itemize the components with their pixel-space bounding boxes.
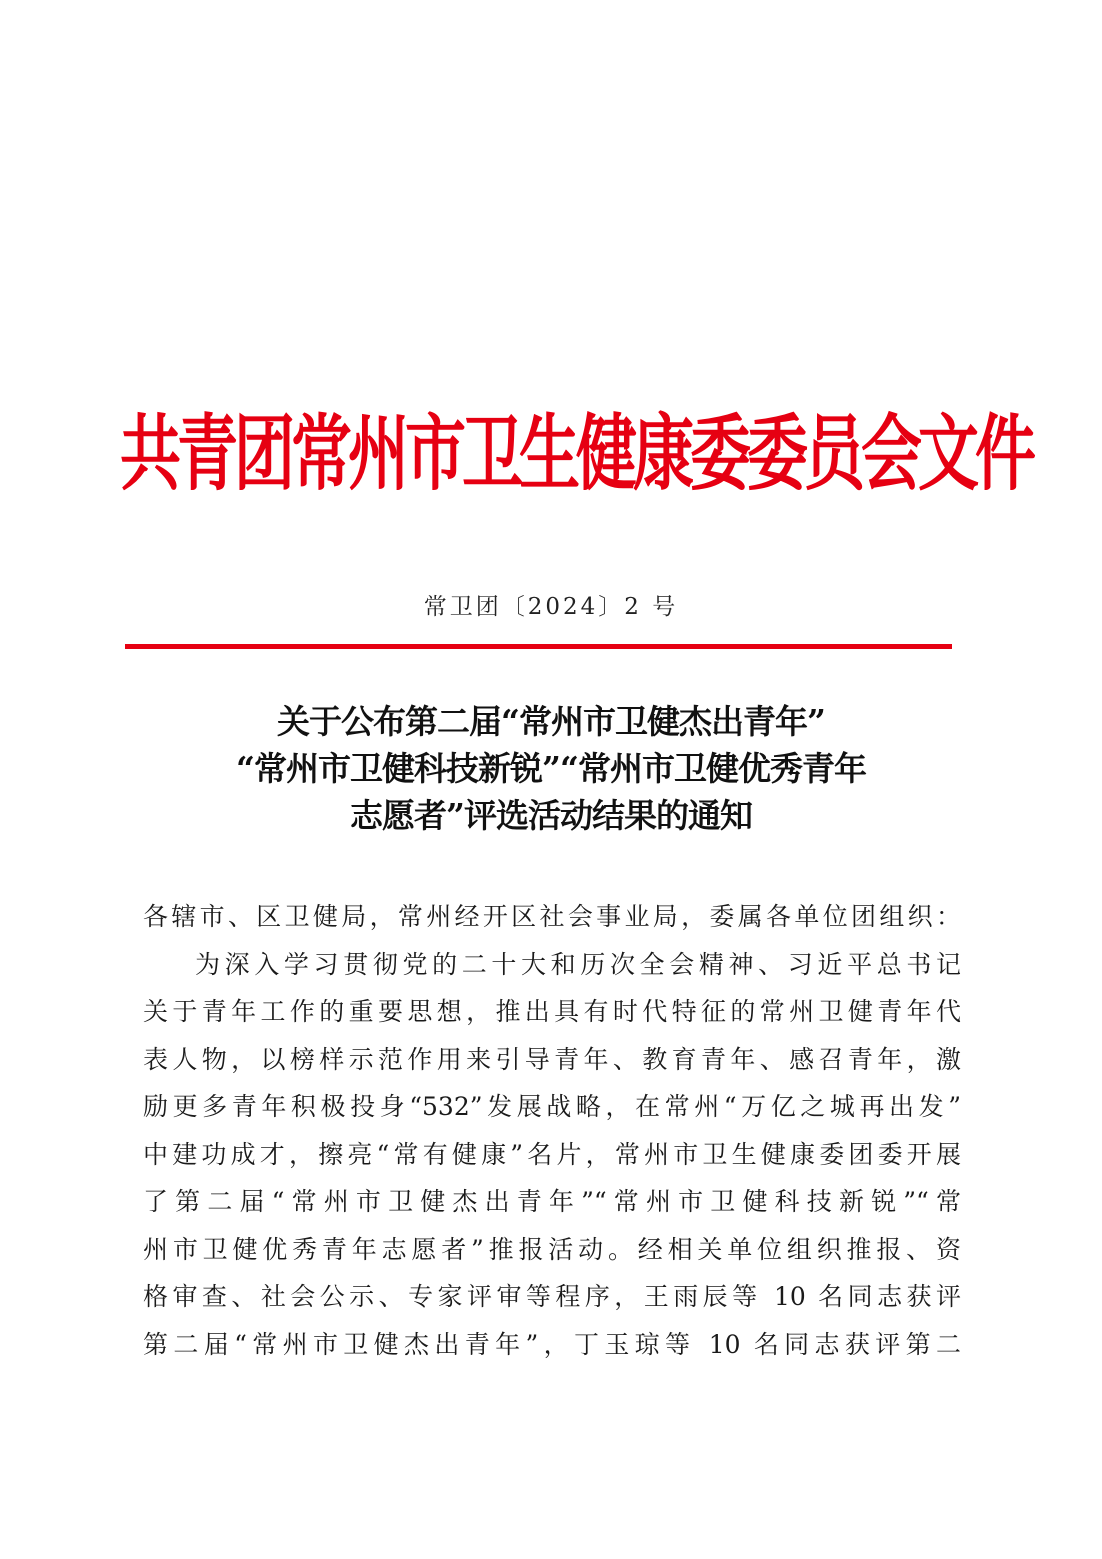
notice-title xyxy=(140,698,962,839)
paragraph-line: 格审查、社会公示、专家评审等程序，王雨辰等 10 名同志获评 xyxy=(143,1282,961,1311)
notice-body xyxy=(143,893,961,1368)
red-separator-line xyxy=(125,644,952,649)
paragraph-line: 励更多青年积极投身“532”发展战略，在常州“万亿之城再出发” xyxy=(143,1092,961,1121)
paragraph-line: 为深入学习贯彻党的二十大和历次全会精神、习近平总书记 xyxy=(195,949,961,979)
paragraph-line: 中建功成才，擦亮“常有健康”名片，常州市卫生健康委团委开展 xyxy=(143,1139,961,1169)
paragraph-line: 表人物，以榜样示范作用来引导青年、教育青年、感召青年，激 xyxy=(143,1044,961,1074)
document-number: 常卫团〔2024〕2 号 xyxy=(423,594,679,620)
paragraph-line: 第二届“常州市卫健杰出青年”，丁玉琼等 10 名同志获评第二 xyxy=(143,1329,961,1359)
salutation: 各辖市、区卫健局，常州经开区社会事业局，委属各单位团组织： xyxy=(143,902,961,931)
paragraph-line: 了第二届“常州市卫健杰出青年”“常州市卫健科技新锐”“常 xyxy=(143,1187,961,1216)
paragraph-line: 州市卫健优秀青年志愿者”推报活动。经相关单位组织推报、资 xyxy=(143,1234,961,1264)
notice-title-line: “常州市卫健科技新锐”“常州市卫健优秀青年 xyxy=(236,749,866,788)
paragraph-line: 关于青年工作的重要思想，推出具有时代特征的常州卫健青年代 xyxy=(143,997,961,1026)
notice-title-line: 志愿者”评选活动结果的通知 xyxy=(350,796,752,835)
notice-title-line: 关于公布第二届“常州市卫健杰出青年” xyxy=(277,702,825,741)
red-masthead-title: 共青团常州市卫生健康委委员会文件 xyxy=(120,406,1033,503)
